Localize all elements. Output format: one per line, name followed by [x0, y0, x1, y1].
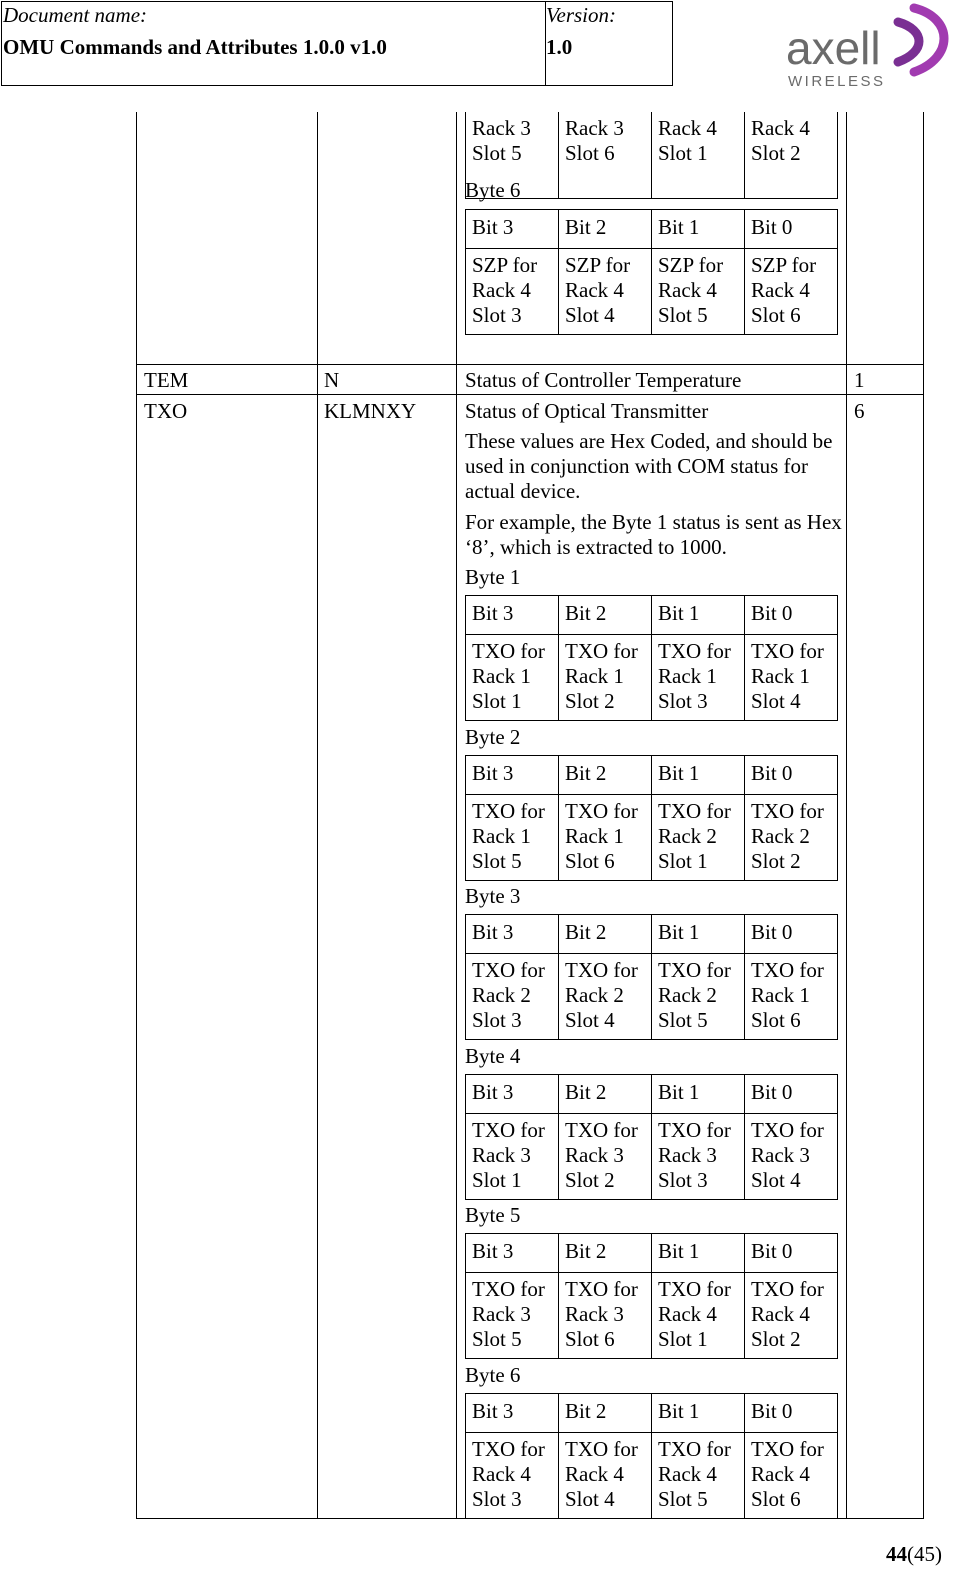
bits-table-byte-1: [465, 595, 838, 721]
attribute-description-para: These values are Hex Coded, and should be used in conjunction with COM status for actual device.: [465, 429, 833, 503]
bit-cell: Rack 3 Slot 5: [466, 112, 559, 198]
bit-header: Bit 0: [745, 756, 838, 795]
byte-label: Byte 4: [465, 1044, 521, 1068]
bit-cell: TXO for Rack 4 Slot 6: [745, 1433, 838, 1519]
attribute-description: Status of Controller Temperature: [465, 368, 742, 392]
grid-line: [846, 112, 847, 1519]
bit-header: Bit 0: [745, 915, 838, 954]
page-total: (45): [907, 1542, 942, 1566]
bit-header: Bit 2: [559, 915, 652, 954]
bit-header: Bit 0: [745, 1394, 838, 1433]
attribute-description-para: For example, the Byte 1 status is sent as Hex ‘8’, which is extracted to 1000.: [465, 510, 842, 559]
bit-cell: TXO for Rack 3 Slot 1: [466, 1114, 559, 1200]
bit-cell: TXO for Rack 1 Slot 2: [559, 635, 652, 721]
bit-cell: TXO for Rack 3 Slot 6: [559, 1273, 652, 1359]
bit-header: Bit 1: [652, 1234, 745, 1273]
bit-cell: TXO for Rack 2 Slot 2: [745, 795, 838, 881]
row-divider: [136, 394, 924, 395]
bit-cell: TXO for Rack 2 Slot 4: [559, 954, 652, 1040]
bit-header: Bit 3: [466, 596, 559, 635]
byte-label: Byte 1: [465, 565, 521, 589]
bit-header: Bit 3: [466, 1234, 559, 1273]
bit-header: Bit 1: [652, 210, 745, 249]
doc-name-label: Document name:: [3, 3, 148, 27]
bit-header: Bit 0: [745, 596, 838, 635]
bit-header: Bit 1: [652, 1075, 745, 1114]
bit-cell: TXO for Rack 3 Slot 4: [745, 1114, 838, 1200]
bit-cell: TXO for Rack 3 Slot 5: [466, 1273, 559, 1359]
bit-header: Bit 1: [652, 596, 745, 635]
bit-cell: TXO for Rack 1 Slot 3: [652, 635, 745, 721]
bit-header: Bit 2: [559, 756, 652, 795]
bit-header: Bit 2: [559, 210, 652, 249]
page-number: [886, 1542, 942, 1567]
bit-cell: TXO for Rack 1 Slot 5: [466, 795, 559, 881]
attribute-length: 6: [854, 399, 865, 423]
bit-header: Bit 3: [466, 210, 559, 249]
bit-header: Bit 1: [652, 915, 745, 954]
bit-cell: TXO for Rack 4 Slot 5: [652, 1433, 745, 1519]
document-header: [1, 1, 673, 86]
bit-cell: SZP for Rack 4 Slot 3: [466, 249, 559, 335]
bit-cell: SZP for Rack 4 Slot 4: [559, 249, 652, 335]
bit-cell: SZP for Rack 4 Slot 6: [745, 249, 838, 335]
attribute-type: KLMNXY: [324, 399, 417, 423]
bit-cell: TXO for Rack 4 Slot 3: [466, 1433, 559, 1519]
bit-cell: TXO for Rack 3 Slot 3: [652, 1114, 745, 1200]
bit-cell: TXO for Rack 1 Slot 4: [745, 635, 838, 721]
bits-table-byte-5: [465, 1233, 838, 1359]
byte-label: Byte 3: [465, 884, 521, 908]
row-divider: [136, 364, 924, 365]
attribute-length: 1: [854, 368, 865, 392]
bit-header: Bit 0: [745, 210, 838, 249]
bit-header: Bit 3: [466, 756, 559, 795]
attribute-description-title: Status of Optical Transmitter: [465, 399, 709, 423]
bit-cell: Rack 3 Slot 6: [559, 112, 652, 198]
grid-line: [317, 112, 318, 1519]
bit-header: Bit 3: [466, 1075, 559, 1114]
doc-name: OMU Commands and Attributes 1.0.0 v1.0: [3, 35, 387, 59]
bit-cell: SZP for Rack 4 Slot 5: [652, 249, 745, 335]
attributes-table: [136, 112, 924, 1519]
bit-header: Bit 2: [559, 1394, 652, 1433]
bit-cell: TXO for Rack 1 Slot 6: [745, 954, 838, 1040]
bit-header: Bit 2: [559, 1075, 652, 1114]
bit-cell: Rack 4 Slot 2: [745, 112, 838, 198]
bit-header: Bit 2: [559, 1234, 652, 1273]
bit-cell: TXO for Rack 1 Slot 1: [466, 635, 559, 721]
page-current: 44: [886, 1542, 907, 1566]
version-value: 1.0: [546, 35, 573, 59]
bit-header: Bit 2: [559, 596, 652, 635]
axell-wireless-logo: [786, 0, 966, 92]
byte-label: Byte 5: [465, 1203, 521, 1227]
version-label: Version:: [546, 3, 616, 27]
bit-cell: TXO for Rack 2 Slot 1: [652, 795, 745, 881]
bit-header: Bit 3: [466, 915, 559, 954]
attribute-type: N: [324, 368, 340, 392]
bits-table-byte-4: [465, 1074, 838, 1200]
bits-table-byte-6: [465, 209, 838, 335]
bit-cell: TXO for Rack 4 Slot 4: [559, 1433, 652, 1519]
bit-cell: TXO for Rack 4 Slot 2: [745, 1273, 838, 1359]
bit-header: Bit 1: [652, 756, 745, 795]
attribute-name: TXO: [144, 399, 188, 423]
bits-table-continued: [465, 112, 838, 199]
bit-header: Bit 0: [745, 1234, 838, 1273]
bit-cell: TXO for Rack 1 Slot 6: [559, 795, 652, 881]
bits-table-byte-6: [465, 1393, 838, 1519]
byte-label: Byte 2: [465, 725, 521, 749]
byte-label: Byte 6: [465, 1363, 521, 1387]
bit-header: Bit 3: [466, 1394, 559, 1433]
bit-cell: TXO for Rack 2 Slot 3: [466, 954, 559, 1040]
bit-cell: TXO for Rack 3 Slot 2: [559, 1114, 652, 1200]
grid-line: [456, 112, 457, 1519]
bit-header: Bit 0: [745, 1075, 838, 1114]
bits-table-byte-3: [465, 914, 838, 1040]
bit-cell: TXO for Rack 4 Slot 1: [652, 1273, 745, 1359]
bit-cell: TXO for Rack 2 Slot 5: [652, 954, 745, 1040]
logo-text: axell: [786, 22, 881, 74]
byte-label: Byte 6: [465, 178, 521, 202]
grid-line: [923, 112, 924, 1519]
grid-line: [136, 112, 137, 1519]
attribute-name: TEM: [144, 368, 189, 392]
bits-table-byte-2: [465, 755, 838, 881]
logo-subtext: WIRELESS: [788, 73, 886, 90]
bit-cell: Rack 4 Slot 1: [652, 112, 745, 198]
bit-header: Bit 1: [652, 1394, 745, 1433]
